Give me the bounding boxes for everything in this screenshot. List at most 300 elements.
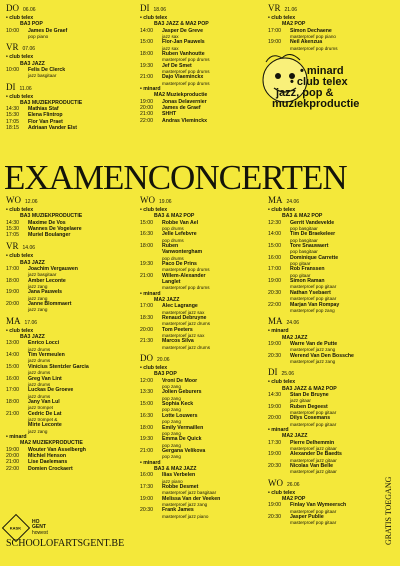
performer-name: Gerrit Vandevelde (290, 219, 335, 226)
performance-discipline: masterproef pop drums (162, 80, 210, 86)
performance-discipline: masterproef pop drums (162, 285, 210, 291)
performer-name: Tim De Braekeleer (290, 231, 336, 238)
performer-name: Domien Crockaert (28, 465, 73, 472)
performance-discipline: masterproef pop gitaar (290, 296, 337, 302)
performance-discipline: jazz piano (162, 478, 183, 484)
performance-time: 22:00 (140, 117, 153, 124)
performance-time: 18:00 (6, 277, 19, 284)
performer-name: Ruben Degeest (290, 403, 328, 410)
schedule-col1 (6, 192, 134, 472)
program-label: BA3 POP (154, 371, 177, 378)
venue-label: • club telex (140, 207, 168, 213)
day-date: 06.06 (23, 7, 36, 13)
performance-row (6, 466, 134, 472)
performer-name: Renaud Debruyne (162, 315, 207, 321)
venue-label: • club telex (268, 15, 296, 21)
program-label: MA2 POP (282, 21, 306, 28)
day-name: VR (6, 42, 19, 53)
program-label: BA3 JAZZ & MA2 POP (154, 21, 209, 28)
day-name: WO (140, 195, 155, 205)
day-name: VR (268, 3, 281, 13)
performance-time: 20:30 (268, 289, 281, 296)
day-date: 07.06 (22, 46, 36, 53)
performer-name: Cedric De Lat (28, 410, 62, 417)
performer-name: Dominique Carrette (290, 254, 339, 261)
performance-time (6, 422, 28, 428)
performance-discipline: masterproef jazz zang (290, 358, 336, 364)
venue-label: • minard (268, 426, 289, 433)
performance-time (140, 249, 162, 255)
performance-time: 19:00 (268, 451, 281, 458)
program-label: BA3 & MA2 JAZZ (154, 465, 197, 472)
performance-discipline: pop zang (162, 454, 181, 460)
performance-time: 19:00 (268, 502, 281, 509)
performance-time: 15:30 (6, 225, 19, 232)
performance-row (6, 125, 126, 131)
performance-discipline: masterproef pop piano (290, 33, 336, 39)
performance-discipline: masterproef jazz sax (162, 309, 205, 315)
day-heading (268, 367, 390, 379)
day-name: DI (268, 367, 278, 378)
performance-time: 20:00 (268, 415, 281, 422)
program-label: BA3 POP (20, 21, 43, 28)
performer-name: Andras Vleminckx (162, 117, 207, 124)
performance-time: 16:00 (268, 254, 281, 261)
promo-club-telex: • club telex (290, 76, 348, 88)
performer-name: Wouter Van Asselbergh (28, 446, 86, 453)
performance-discipline: jazz zang (28, 284, 48, 290)
program-label: BA3 & MA2 POP (154, 213, 195, 220)
performer-name: Mirte Leconte (28, 422, 62, 429)
performer-name: Ruben Vanhoutte (162, 51, 205, 57)
day-date: 14.06 (22, 245, 36, 252)
venue-label: • club telex (6, 93, 34, 100)
performance-time: 19:00 (140, 98, 153, 105)
performer-name: Michiel Henson (28, 453, 67, 459)
performer-name: Adriaan Vander Elst (28, 125, 78, 132)
performer-name: Marjan Van Rompay (290, 301, 340, 308)
day-name: DI (140, 3, 150, 13)
program-label: BA3 MUZIEKPRODUCTIE (20, 99, 83, 106)
performance-time (140, 279, 162, 285)
performer-name: Alec Lagrange (162, 303, 198, 310)
schedule-top-col3 (268, 0, 393, 51)
performer-name: James De Graef (28, 27, 68, 34)
performer-name: Wannes De Vogelaere (28, 225, 82, 232)
performer-name: Robbe Desmet (162, 483, 199, 490)
day-date: 24.06 (286, 320, 300, 327)
performance-time: 16:00 (140, 472, 153, 479)
venue-label: • club telex (6, 253, 34, 260)
performance-time: 15:00 (268, 243, 281, 249)
performance-time: 10:00 (6, 66, 19, 73)
venue-label: • club telex (140, 365, 168, 372)
venue-label: • minard (140, 290, 161, 297)
performer-name: SHHT (162, 111, 177, 118)
performance-time: 17:00 (6, 266, 19, 273)
performer-name: Jasper Publie (290, 513, 324, 520)
performer-name: Rob Franssen (290, 266, 325, 273)
day-heading (6, 42, 126, 54)
performer-name: Paco De Prins (162, 261, 197, 267)
performance-time: 18:00 (140, 424, 153, 431)
performance-time: 18:30 (140, 315, 153, 321)
schedule-col2 (140, 192, 265, 519)
day-name: DO (6, 3, 19, 13)
performance-discipline: masterproef jazz gitaar (290, 457, 337, 463)
performance-discipline: jazz trompet & (28, 417, 58, 422)
day-date: 17.06 (24, 319, 38, 326)
performer-name: Willem-Alexander (162, 272, 206, 279)
performer-name: Elena Flintrop (28, 112, 63, 119)
performance-time: 21:00 (6, 459, 19, 466)
performance-discipline: masterproef jazz piano (162, 513, 209, 519)
performer-name: Sophia Keck (162, 401, 194, 408)
schedule-top-col1 (6, 0, 126, 131)
day-name: WO (6, 195, 21, 205)
performer-name: Frank James (162, 507, 194, 514)
promo-jazz-pop: jazz, pop & (276, 87, 334, 99)
performance-time: 16:30 (140, 231, 153, 238)
venue-label: • minard (6, 434, 27, 441)
venue-label: • club telex (268, 379, 296, 386)
performance-time: 19:00 (6, 446, 19, 453)
performance-time: 17:30 (268, 439, 281, 446)
performer-name: Stan De Bruyne (290, 391, 329, 398)
venue-label: • minard (140, 86, 161, 93)
performance-discipline: masterproef pop gitaar (290, 409, 337, 415)
performance-discipline: masterproef pop drums (162, 69, 210, 74)
performance-time: 20:30 (268, 513, 281, 520)
performance-time: 14:00 (140, 27, 153, 34)
performance-discipline: jazz basgitaar (28, 73, 57, 79)
performance-discipline: jazz drums (28, 393, 51, 399)
promo-block (272, 65, 360, 110)
performance-row (140, 118, 265, 124)
performance-time: 17:00 (268, 266, 281, 273)
website-link[interactable]: SCHOOLOFARTSGENT.BE (6, 538, 125, 549)
performance-time: 21:00 (140, 447, 153, 454)
performer-name: Tom Peeters (162, 326, 193, 333)
performance-discipline: pop gitaar (290, 272, 311, 278)
day-name: WO (268, 477, 283, 488)
performer-name: Dajo Vlaeminckx (162, 74, 204, 81)
day-date: 11.06 (19, 85, 32, 92)
performance-time: 21:30 (140, 338, 153, 345)
performer-name: Ilias Verbelen (162, 472, 196, 479)
performance-discipline: masterproef pop drums (162, 57, 210, 63)
performance-time: 16:00 (6, 375, 19, 382)
performance-time: 18:15 (6, 125, 19, 132)
day-heading (6, 195, 134, 207)
performance-discipline: jazz drums (28, 358, 51, 364)
performer-name: Muriel Boulanger (28, 232, 71, 239)
performance-discipline: masterproef pop drums (162, 267, 210, 273)
performance-time: 19:00 (268, 340, 281, 347)
day-name: MA (268, 195, 283, 205)
day-date: 20.06 (157, 357, 170, 364)
day-heading (268, 3, 393, 15)
day-date: 24.06 (286, 199, 300, 205)
venue-label: • minard (268, 328, 289, 335)
performance-time: 20:00 (140, 105, 153, 111)
performance-discipline: masterproef jazz gitaar (290, 445, 337, 451)
performer-name: Vroni De Moor (162, 377, 198, 384)
performance-time: 14:00 (6, 352, 19, 359)
day-heading (140, 3, 265, 15)
performer-name: Ruben (162, 243, 179, 249)
venue-label: • club telex (6, 327, 34, 334)
performance-time: 14:30 (6, 219, 19, 226)
venue-label: • club telex (268, 207, 296, 213)
program-label: BA3 JAZZ (20, 334, 45, 341)
performer-name: Emily Vermaillen (162, 424, 204, 431)
performance-time: 18:00 (140, 51, 153, 57)
performance-discipline: masterproef pop gitaar (290, 520, 337, 526)
performer-name: Tim Vermeulen (28, 352, 65, 359)
program-label: BA3 & MA2 POP (282, 213, 323, 220)
performance-time: 12:00 (140, 377, 153, 384)
performer-name: Flor-Jan Pauwels (162, 39, 205, 46)
performance-time: 20:30 (140, 507, 153, 514)
day-name: MA (268, 316, 283, 327)
performance-discipline: jazz gitaar (290, 398, 311, 404)
performer-name: Simon Dechaene (290, 27, 332, 34)
performer-name: Pierre Delhemmin (290, 439, 335, 446)
performer-name: Werend Van Den Bossche (290, 352, 354, 359)
performance-time: 19:00 (268, 403, 281, 410)
performance-discipline: jazz drums (28, 381, 51, 387)
performer-name: Vanwontergham (162, 249, 203, 256)
performance-discipline: pop drums (162, 237, 184, 243)
day-heading (140, 195, 265, 207)
performance-discipline: pop gitaar (290, 261, 311, 266)
performance-time: 16:30 (140, 412, 153, 419)
performance-discipline: jazz zang (28, 428, 48, 434)
performer-name: Jelle Lefebvre (162, 231, 197, 238)
day-date: 26.06 (287, 481, 300, 488)
performer-name: Vinicius Stentzler Garcia (28, 363, 89, 370)
day-heading (268, 316, 390, 328)
performance-time: 13:30 (140, 389, 153, 396)
day-name: VR (6, 241, 19, 252)
performer-name: Jana Pauwels (28, 289, 63, 296)
performer-name: Jany Van Lul (28, 399, 60, 405)
day-name: DO (140, 353, 153, 364)
day-heading (6, 241, 134, 253)
performance-time: 22:00 (268, 301, 281, 308)
performance-time: 18:00 (6, 399, 19, 405)
performer-name: Jolien Geburers (162, 389, 202, 396)
day-heading (140, 353, 265, 365)
performer-name: Lotte Louwers (162, 412, 198, 419)
performer-name: Luckas De Groeve (28, 387, 74, 394)
performance-time: 17:05 (6, 232, 19, 239)
day-date: 19.06 (159, 199, 172, 205)
performance-discipline: pop basgitaar (290, 237, 318, 243)
performance-time: 19:00 (140, 495, 153, 502)
day-date: 18.06 (153, 7, 167, 13)
performance-discipline: masterproef pop zang (290, 307, 335, 313)
performance-time: 12:30 (268, 219, 281, 226)
performer-name: Enrico Locci (28, 340, 60, 347)
gratis-toegang: GRATIS TOEGANG (384, 476, 393, 545)
performance-discipline: masterproef jazz drums (162, 321, 210, 327)
performer-name: Nathan Ysebaert (290, 289, 331, 296)
performance-discipline: jazz drums (28, 370, 51, 376)
performance-discipline: masterproef jazz drums (162, 344, 210, 350)
performer-name: Joachim Vergauwen (28, 266, 78, 273)
performance-time: 14:00 (268, 231, 281, 238)
performance-discipline: masterproef jazz sax (162, 333, 205, 338)
performance-time: 17:00 (6, 387, 19, 394)
performance-discipline: pop zang (162, 407, 181, 413)
performer-name: Jasper De Greve (162, 27, 203, 34)
performance-time: 19:00 (268, 39, 281, 46)
performance-discipline: pop drums (162, 255, 184, 261)
performance-time: 19:30 (140, 261, 153, 267)
performance-time: 15:00 (6, 363, 19, 370)
performer-name: Warre Van de Putte (290, 340, 338, 347)
day-heading (268, 195, 390, 207)
program-label: MA2 Muziekproductie (154, 92, 208, 99)
program-label: MA2 POP (282, 495, 306, 502)
performance-time: 21:00 (140, 272, 153, 279)
performance-time: 10:00 (6, 27, 19, 34)
program-label: MA2 JAZZ (154, 297, 180, 303)
logos (6, 518, 48, 538)
program-label: BA3 JAZZ (20, 60, 45, 67)
performer-name: Tore Snauwaert (290, 243, 329, 249)
performer-name: Simon Raman (290, 278, 325, 285)
performer-name: Janne Blommaert (28, 301, 72, 308)
kask-logo: KASK (2, 514, 30, 542)
page-title: EXAMENCONCERTEN (4, 158, 347, 197)
day-heading (6, 3, 126, 15)
performance-time: 19:30 (140, 62, 153, 69)
performance-time: 15:00 (140, 219, 153, 226)
performer-name: Finlay Van Wymeersch (290, 502, 347, 509)
performance-time: 15:00 (140, 401, 153, 408)
performance-time: 20:00 (6, 453, 19, 459)
performer-name: Alexander De Baedts (290, 451, 342, 458)
venue-label: • club telex (6, 207, 34, 213)
performance-discipline: masterproef pop gitaar (290, 284, 337, 290)
performer-name: Greg Van Lint (28, 375, 62, 382)
performance-discipline: pop zang (162, 395, 181, 401)
performance-discipline: masterproef jazz gitaar (290, 469, 337, 475)
performer-name: Gergana Velikova (162, 447, 206, 454)
performance-discipline: jazz sax (162, 45, 179, 51)
performance-discipline: pop drums (162, 225, 184, 231)
performance-discipline: jazz basgitaar (28, 272, 57, 278)
performer-name: James de Graef (162, 105, 201, 111)
performance-discipline: jazz trompet (28, 405, 54, 411)
day-name: MA (6, 315, 21, 326)
schedule-top-col2 (140, 0, 265, 124)
venue-label: • minard (140, 459, 161, 466)
performance-discipline: pop zang (162, 430, 181, 436)
performance-discipline: pop basgitaar (290, 225, 318, 231)
performance-discipline: masterproef pop gitaar (290, 508, 337, 514)
performance-time: 14:30 (268, 391, 281, 398)
performance-time: 20:30 (268, 462, 281, 469)
day-heading (268, 478, 390, 490)
performance-discipline: masterproef jazz zang (162, 501, 208, 507)
performance-discipline: pop zang (162, 384, 181, 389)
performer-name: Melissa Van der Veeken (162, 495, 221, 502)
performance-discipline: masterproef pop gitaar (290, 421, 337, 427)
performer-name: Nicolas Van Belle (290, 462, 333, 469)
performance-discipline: jazz zang (28, 295, 48, 301)
venue-label: • club telex (6, 54, 34, 61)
performance-time: 17:00 (268, 27, 281, 34)
performer-name: Langlet (162, 279, 181, 285)
performer-name: Jef De Smet (162, 62, 192, 69)
performer-name: Jonas Delavernier (162, 98, 207, 105)
program-label: BA3 JAZZ (20, 259, 45, 266)
venue-label: • club telex (6, 15, 34, 21)
performance-time: 18:00 (140, 243, 153, 249)
day-heading (6, 316, 134, 328)
performer-name: Felis De Clerck (28, 66, 66, 73)
performer-name: Flor Van Praet (28, 118, 63, 125)
performance-time: 15:30 (6, 112, 19, 119)
performance-discipline: pop piano (28, 33, 49, 39)
performer-name: Dilys Cosemans (290, 415, 331, 422)
performer-name: Robbe Van Ael (162, 219, 199, 226)
performance-time: 13:00 (6, 340, 19, 347)
performance-time: 21:00 (140, 111, 153, 118)
performance-discipline: pop zang (162, 442, 181, 448)
performance-discipline: pop basgitaar (290, 249, 318, 255)
performance-time: 17:05 (6, 118, 19, 125)
performer-name: Lise Daelemans (28, 459, 68, 466)
day-heading (6, 82, 126, 94)
venue-label: • club telex (268, 489, 296, 496)
performer-name: Marcos Silva (162, 338, 194, 345)
performance-time: 20:30 (268, 352, 281, 359)
performance-time: 14:30 (6, 106, 19, 113)
performance-time: 15:00 (140, 39, 153, 46)
performance-time: 17:30 (140, 483, 153, 490)
performance-discipline: pop zang (162, 419, 181, 425)
program-label: BA3 MUZIEKPRODUCTIE (20, 213, 83, 220)
performance-time: 19:30 (140, 436, 153, 443)
performance-time: 20:00 (140, 326, 153, 333)
performance-time: 21:00 (6, 410, 19, 417)
schedule-col3 (268, 192, 390, 526)
performance-time: 21:00 (140, 74, 153, 81)
promo-muziekproductie: muziekproductie (272, 98, 360, 110)
performance-time: 19:00 (6, 289, 19, 296)
performance-time: 22:00 (6, 465, 19, 472)
performance-discipline: masterproef jazz zang (290, 347, 336, 353)
performance-discipline: jazz sax (162, 33, 179, 39)
program-label: MA2 MUZIEKPRODUCTIE (20, 440, 83, 447)
day-date: 21.06 (284, 7, 298, 13)
performer-name: Amber Leconte (28, 277, 66, 284)
performance-time: 19:00 (268, 278, 281, 285)
program-label: MA2 JAZZ (282, 433, 308, 440)
performance-time: 17:00 (140, 303, 153, 310)
performer-name: Maxime De Vos (28, 219, 66, 226)
day-name: DI (6, 81, 16, 92)
performer-name: Emma De Quick (162, 436, 202, 443)
day-date: 12.06 (25, 199, 38, 205)
program-label: MA2 JAZZ (282, 334, 308, 341)
venue-label: • club telex (140, 15, 168, 21)
